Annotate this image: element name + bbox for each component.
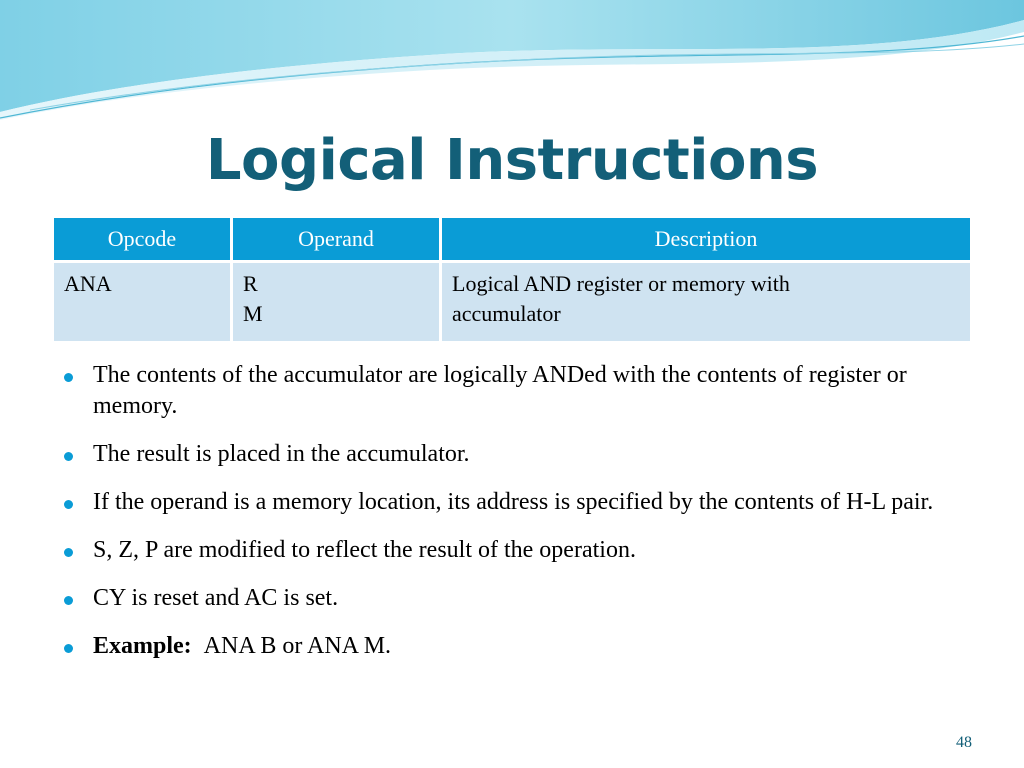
header-opcode: Opcode	[53, 217, 232, 262]
description-line-1: Logical AND register or memory with	[452, 271, 790, 296]
bullet-dot-icon	[64, 596, 73, 605]
bullet-list	[60, 360, 970, 679]
bullet-text: The result is placed in the accumulator.	[93, 441, 470, 467]
list-item-example	[60, 631, 970, 662]
list-item	[60, 487, 970, 518]
header-wave-decoration	[0, 0, 1024, 130]
bullet-text: The contents of the accumulator are logically ANDed with the contents of register or memory.	[93, 362, 907, 419]
bullet-text: S, Z, P are modified to reflect the result of the operation.	[93, 537, 636, 563]
table-header-row	[53, 217, 972, 262]
example-text: ANA B or ANA M.	[203, 633, 392, 659]
list-item	[60, 535, 970, 566]
slide-title: Logical Instructions	[205, 128, 819, 193]
bullet-dot-icon	[64, 500, 73, 509]
bullet-dot-icon	[64, 644, 73, 653]
cell-opcode: ANA	[53, 262, 232, 343]
instruction-table	[51, 215, 973, 344]
cell-description	[441, 262, 972, 343]
table-row	[53, 262, 972, 343]
header-operand: Operand	[232, 217, 441, 262]
page-number: 48	[956, 734, 972, 751]
bullet-text: CY is reset and AC is set.	[93, 585, 339, 611]
bullet-text: If the operand is a memory location, its address is specified by the contents of H-L pair.	[93, 489, 934, 515]
bullet-dot-icon	[64, 548, 73, 557]
description-line-2: accumulator	[452, 301, 561, 326]
list-item	[60, 360, 970, 422]
cell-operand	[232, 262, 441, 343]
list-item	[60, 583, 970, 614]
bullet-dot-icon	[64, 452, 73, 461]
bullet-dot-icon	[64, 373, 73, 382]
example-label: Example:	[93, 633, 192, 659]
operand-m: M	[243, 301, 263, 326]
header-description: Description	[441, 217, 972, 262]
operand-r: R	[243, 271, 258, 296]
list-item	[60, 439, 970, 470]
